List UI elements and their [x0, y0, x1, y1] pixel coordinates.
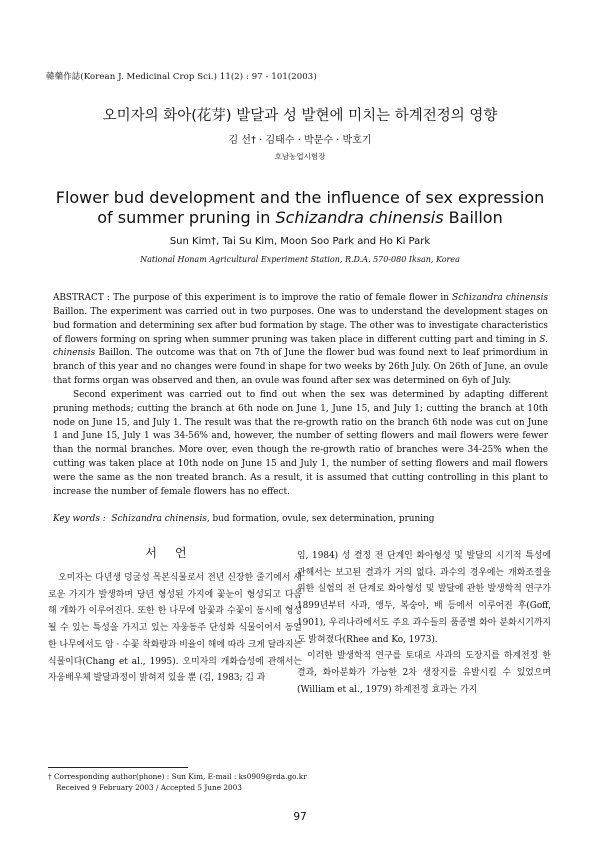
footnote-received-accepted: Received 9 February 2003 / Accepted 5 June 2003: [56, 783, 242, 792]
korean-affiliation: 호남농업시험장: [274, 152, 326, 161]
english-title-line2-pre: of summer pruning in: [97, 208, 276, 227]
page-number: 97: [293, 811, 307, 823]
abstract: [53, 292, 548, 500]
abstract-species: Schizandra chinensis: [452, 293, 549, 303]
right-column-paragraph-2: 이러한 발생학적 연구를 토대로 사과의 도장지를 하계전정 한 결과, 화아분화가 가능한 2차 생장지를 유발시킬 수 있었으며 (William et al., 1979) 하계전정 효과는 가지: [297, 651, 551, 695]
english-title-line2: [0, 208, 600, 228]
keywords-list: , bud formation, ovule, sex determination, pruning: [206, 514, 435, 524]
keywords-label: Key words :: [53, 514, 106, 524]
abstract-text-a: The purpose of this experiment is to improve the ratio of female flower in: [109, 293, 453, 303]
journal-citation: 韓藥作誌(Korean J. Medicinal Crop Sci.) 11(2) : 97 - 101(2003): [46, 72, 317, 82]
abstract-text-c: Baillon. The outcome was that on 7th of June the flower bud was found next to leaf primordium in branch of this year and no changes were found in shape for two weeks by 26th July. On 26th of June, an ovule that forms organ was observed and then, an ovule was found after sex was determined on 6yh of July.: [53, 348, 548, 387]
keywords-species: Schizandra chinensis: [111, 514, 207, 524]
english-title-species: Schizandra chinensis: [275, 208, 444, 227]
korean-title: 오미자의 화아(花芽) 발달과 성 발현에 미치는 하계전정의 영향: [102, 108, 498, 124]
abstract-label: ABSTRACT :: [53, 293, 110, 303]
abstract-species-2: S. chinensis: [53, 334, 548, 359]
english-affiliation: National Honam Agricultural Experiment Station, R.D.A. 570-080 Iksan, Korea: [140, 255, 460, 264]
left-column-paragraph: 오미자는 다년생 덩굴성 목본식물로서 전년 신장한 줄기에서 새로운 가지가 발생하며 당년 형성된 가지에 꽃눈이 형성되고 다음해 개화가 이루어진다. 또한 한 나무에 암꽃과 수꽃이 동시에 형성될 수 있는 특성을 가지고 있는 자웅동주 단성화 식물이어서 동일한 나무에서도 암 · 수꽃 착화량과 비율이 해에 따라 크게 달라지는 식물이다(Chang et al., 1995). 오미자의 개화습성에 관해서는 자웅배우체 발달과정이 밝혀져 있을 뿐 (김, 1983; 김 과: [48, 573, 302, 684]
left-column: [48, 570, 302, 687]
abstract-paragraph-2: Second experiment was carried out to find out when the sex was determined by adapting different pruning methods; cutting the branch at 6th node on June 1, June 15, and July 1; cutting the branch at 10th node on June 15, and July 1. The result was that the re-growth ratio on the branch 6th node was cut on June 1 and June 15, July 1 was 34-56% and, however, the number of setting flowers and mail flowers were fewer than the normal branches. More over, even though the re-growth ratio of branches were 34-25% when the cutting was taken place at 10th node on June 15 and July 1, the number of setting flowers and mail flowers were the same as the non treated branch. As a result, it is assumed that cutting controlling in this plant to increase the number of female flowers has no effect.: [53, 389, 548, 497]
keywords: [53, 514, 548, 524]
right-column: [297, 548, 551, 698]
section-heading-introduction: 서언: [145, 546, 205, 560]
footnote: [48, 771, 307, 793]
abstract-paragraph-1: [53, 292, 548, 389]
korean-authors: 김 선† · 김태수 · 박문수 · 박호기: [228, 135, 372, 146]
english-authors: Sun Kim†, Tai Su Kim, Moon Soo Park and Ho Ki Park: [169, 236, 431, 247]
footnote-divider: [48, 767, 188, 768]
english-title-line2-post: Baillon: [443, 208, 503, 227]
footnote-corresponding-author: † Corresponding author(phone) : Sun Kim, E-mail : ks0909@rda.go.kr: [48, 772, 307, 781]
english-title: [0, 188, 600, 228]
abstract-text-b: Baillon. The experiment was carried out in two purposes. One was to understand the development stages on bud formation and determining sex after bud formation by stage. The other was to investigate characteristics of flowers forming on spring when summer pruning was taken place in different cutting part and timing in: [53, 306, 548, 345]
right-column-paragraph-1: 임, 1984) 성 결정 전 단계인 화아형성 및 발달의 시기적 특성에 관해서는 보고된 결과가 거의 없다. 과수의 경우에는 개화조절을 위한 실험의 전 단계로 화아형성 및 발달에 관한 발생학적 연구가 1899년부터 사과, 앵두, 복숭아, 배 등에서 이루어진 후(Goff, 1901), 우리나라에서도 주요 과수들의 품종별 화아 분화시기까지도 밝혀졌다(Rhee and Ko, 1973).: [297, 551, 551, 645]
english-title-line1: Flower bud development and the influence of sex expression: [55, 188, 545, 207]
